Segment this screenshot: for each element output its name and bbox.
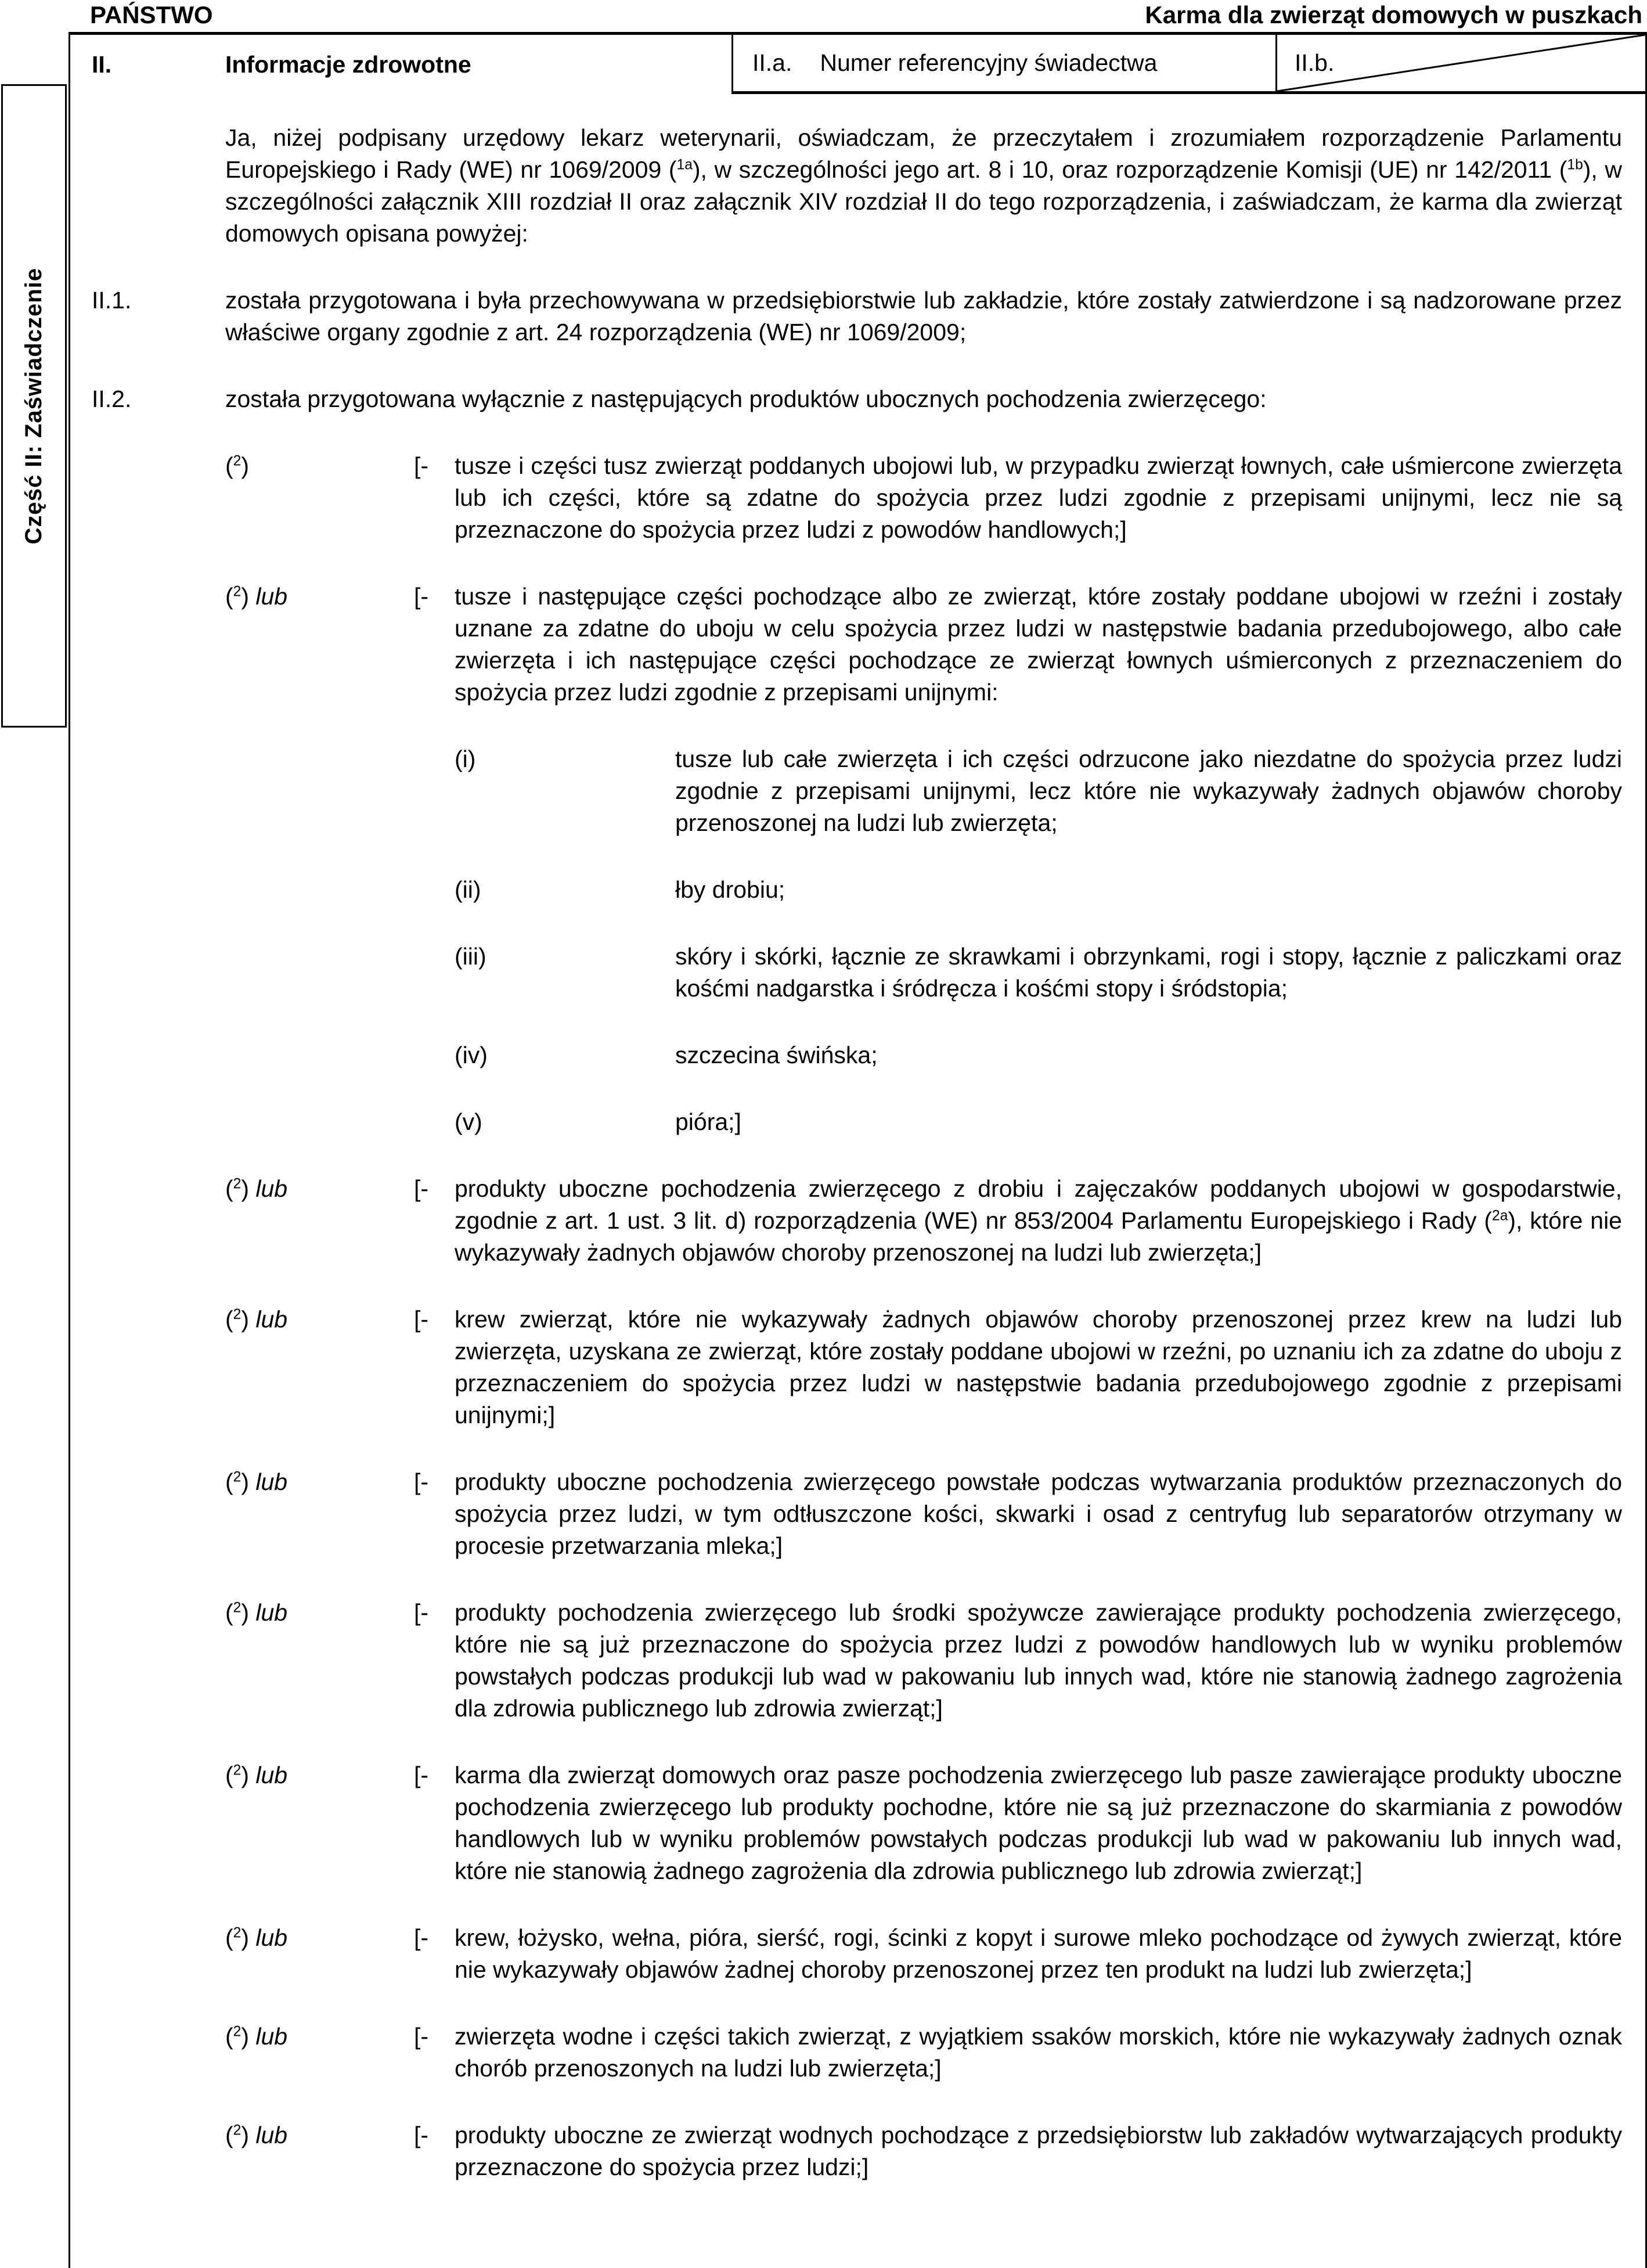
item-marker: ($^2$) — [225, 452, 256, 479]
item-text-part: karma dla zwierząt domowych oraz pasze pochodzenia zwierzęcego lub pasze zawierające produkty uboczne pochodzenia zwierzęcego lub produkty pochodne, które nie są już przeznaczone do skarmiania z powodów handlowych lub w wyniku problemów powstałych podczas produkcji lub wad w pakowaniu lub innych wad, które nie stanowią żadnego zagrożenia dla zdrowia publicznego lub zdrowia zwierząt;] — [455, 1762, 1622, 1884]
item-text-part: produkty pochodzenia zwierzęcego lub środki spożywcze zawierające produkty pochodzenia zwierzęcego, które nie są już przeznaczone do spożycia przez ludzi z powodów handlowych lub w wyniku problemów powstałych podczas produkcji lub wad w pakowaniu lub innych wad, które nie stanowią żadnego zagrożenia dla zdrowia publicznego lub zdrowia zwierząt;] — [455, 1599, 1622, 1722]
item-marker-lub: lub — [255, 1762, 288, 1788]
item-marker-lub: lub — [255, 583, 288, 610]
item-marker-lub: lub — [255, 1599, 288, 1626]
byproduct-item-10 — [92, 2119, 1622, 2183]
item-text-part: tusze i następujące części pochodzące albo ze zwierząt, które zostały poddane ubojowi w rzeźni i zostały uznane za zdatne do uboju w celu spożycia przez ludzi w następstwie badania przedubojowego, albo całe zwierzęta i ich następujące części pochodzące ze zwierząt łownych uśmierconych z przeznaczeniem do spożycia przez ludzi zgodnie z przepisami unijnymi: — [455, 583, 1622, 705]
item-marker: ($^2$) lub — [225, 583, 288, 610]
part-ii-sidebar-label: Część II: Zaświadczenie — [21, 267, 46, 545]
item-text — [455, 1466, 1622, 1562]
spacer — [92, 1173, 225, 1269]
item-marker: ($^2$) lub — [225, 1599, 288, 1626]
item-text — [455, 1173, 1622, 1269]
byproduct-item-1 — [92, 450, 1622, 546]
subitem-text: tusze lub całe zwierzęta i ich części odrzucone jako niezdatne do spożycia przez ludzi zgodnie z przepisami unijnymi, lecz które nie wykazywały żadnych objawów choroby przenoszonej na ludzi lub zwierzęta; — [675, 746, 1622, 836]
clause-text: została przygotowana i była przechowywana w przedsiębiorstwie lub zakładzie, które zostały zatwierdzone i są nadzorowane przez właściwe organy zgodnie z art. 24 rozporządzenia (WE) nr 1069/2009; — [225, 287, 1622, 345]
subitem-text: skóry i skórki, łącznie ze skrawkami i obrzynkami, rogi i stopy, łącznie z paliczkami oraz kośćmi nadgarstka i śródręcza i kośćmi stopy i śródstopia; — [675, 943, 1622, 1002]
local-reference-label: II.b. — [1295, 49, 1335, 76]
clause-text: została przygotowana wyłącznie z następujących produktów ubocznych pochodzenia zwierzęcego: — [225, 386, 1267, 412]
footnote-ref-1b: 1b — [1567, 157, 1583, 173]
section-header-table — [70, 35, 1645, 94]
item-bracket: [- — [414, 1599, 429, 1626]
byproduct-item-5 — [92, 1466, 1622, 1562]
byproduct-item-6 — [92, 1597, 1622, 1725]
footnote-ref-2: 2 — [233, 1925, 242, 1941]
subitem-marker: (iv) — [455, 1042, 488, 1068]
spacer — [92, 122, 225, 250]
item-marker: ($^2$) lub — [225, 1306, 288, 1333]
footnote-ref-1a: 1a — [676, 157, 693, 173]
item-bracket: [- — [414, 452, 429, 479]
item-marker: ($^2$) lub — [225, 2023, 288, 2050]
item-bracket: [- — [414, 2023, 429, 2050]
footnote-ref-2: 2 — [233, 453, 242, 469]
health-information-body — [70, 94, 1645, 2206]
footnote-ref-2: 2 — [233, 2122, 242, 2139]
subitem-text: łby drobiu; — [675, 876, 785, 903]
subitem-text: pióra;] — [675, 1108, 741, 1135]
spacer — [92, 874, 455, 906]
spacer — [92, 1922, 225, 1986]
intro-text-part: ), w szczególności załącznik XIII rozdział II oraz załącznik XIV rozdział II do tego rozporządzenia, i zaświadczam, że karma dla zwierząt domowych opisana powyżej: — [225, 156, 1623, 247]
section-number: II. — [92, 51, 112, 78]
subitem-iv — [92, 1039, 1622, 1071]
clause-number: II.1. — [92, 287, 132, 314]
subitem-text: szczecina świńska; — [675, 1042, 878, 1068]
item-text-part: produkty uboczne ze zwierząt wodnych pochodzące z przedsiębiorstw lub zakładów wytwarzających produkty przeznaczone do spożycia przez ludzi;] — [455, 2122, 1622, 2180]
item-bracket: [- — [414, 1468, 429, 1495]
diagonal-strike-line — [1277, 35, 1645, 91]
item-bracket: [- — [414, 1175, 429, 1202]
item-bracket: [- — [414, 1306, 429, 1333]
reference-number-title: Numer referencyjny świadectwa — [820, 49, 1158, 76]
part-ii-sidebar-tab — [1, 84, 67, 728]
item-text-part: tusze i części tusz zwierząt poddanych ubojowi lub, w przypadku zwierząt łownych, całe uśmiercone zwierzęta lub ich części, które są zdatne do spożycia przez ludzi zgodnie z przepisami unijnymi, lecz nie są przeznaczone do spożycia przez ludzi z powodów handlowych;] — [455, 452, 1622, 543]
item-marker: ($^2$) lub — [225, 1762, 288, 1788]
item-text — [455, 2119, 1622, 2183]
byproduct-item-4 — [92, 1304, 1622, 1431]
footnote-ref-2: 2 — [233, 1306, 242, 1323]
byproduct-item-8 — [92, 1922, 1622, 1986]
spacer — [92, 1304, 225, 1431]
subitem-marker: (ii) — [455, 876, 481, 903]
item-bracket: [- — [414, 1762, 429, 1788]
item-bracket: [- — [414, 583, 429, 610]
item-marker: ($^2$) lub — [225, 1468, 288, 1495]
item-text — [455, 1304, 1622, 1431]
spacer — [92, 581, 225, 708]
item-text — [455, 2021, 1622, 2085]
item-text — [455, 450, 1622, 546]
item-text-part: krew zwierząt, które nie wykazywały żadnych objawów choroby przenoszonej przez krew na ludzi lub zwierzęta, uzyskana ze zwierząt, które zostały poddane ubojowi w rzeźni, po uznaniu ich za zdatne do uboju z przeznaczeniem do spożycia przez ludzi w następstwie badania przedubojowego zgodnie z przepisami unijnymi;] — [455, 1306, 1622, 1428]
footnote-ref-2: 2 — [233, 1762, 242, 1779]
subitem-marker: (v) — [455, 1108, 482, 1135]
item-marker-lub: lub — [255, 1468, 288, 1495]
section-title: Informacje zdrowotne — [225, 51, 471, 78]
subitem-v — [92, 1106, 1622, 1138]
spacer — [92, 1466, 225, 1562]
item-text — [455, 1597, 1622, 1725]
local-reference-cell — [1275, 35, 1645, 94]
item-text-part: ), które nie wykazywały żadnych objawów choroby przenoszonej na ludzi lub zwierzęta;] — [455, 1207, 1622, 1266]
item-marker-lub: lub — [255, 1306, 288, 1333]
subitem-i — [92, 743, 1622, 839]
document-header — [0, 0, 1647, 32]
spacer — [92, 1759, 225, 1887]
item-text-part: zwierzęta wodne i części takich zwierząt, z wyjątkiem ssaków morskich, które nie wykazywały żadnych oznak chorób przenoszonych na ludzi lub zwierzęta;] — [455, 2023, 1622, 2082]
footnote-ref-2: 2 — [233, 1469, 242, 1485]
byproduct-item-2 — [92, 581, 1622, 708]
clause-number: II.2. — [92, 386, 132, 412]
item-marker: ($^2$) lub — [225, 1924, 288, 1951]
reference-number-label: II.a. — [752, 49, 792, 76]
spacer — [92, 2119, 225, 2183]
spacer — [92, 1106, 455, 1138]
item-text-part: produkty uboczne pochodzenia zwierzęcego powstałe podczas wytwarzania produktów przeznaczonych do spożycia przez ludzi, w tym odtłuszczone kości, skwarki i osad z centryfug lub separatorów otrzymany w procesie przetwarzania mleka;] — [455, 1468, 1622, 1559]
footnote-ref-2: 2 — [233, 584, 242, 600]
intro-paragraph — [92, 122, 1622, 250]
item-text — [455, 1759, 1622, 1887]
subitem-marker: (iii) — [455, 943, 486, 970]
reference-number-cell — [731, 35, 1275, 94]
spacer — [92, 1597, 225, 1725]
item-marker: ($^2$) lub — [225, 1175, 288, 1202]
subitem-ii — [92, 874, 1622, 906]
certificate-frame — [69, 32, 1647, 2268]
subitem-iii — [92, 941, 1622, 1005]
intro-text-part: ), w szczególności jego art. 8 i 10, oraz rozporządzenie Komisji (UE) nr 142/2011 ( — [692, 156, 1567, 183]
item-text — [455, 1922, 1622, 1986]
intro-text — [225, 122, 1622, 250]
item-marker-lub: lub — [255, 2122, 288, 2148]
footnote-ref-2: 2 — [233, 1176, 242, 1192]
item-text — [455, 581, 1622, 708]
spacer — [92, 941, 455, 1005]
footnote-ref-2: 2 — [233, 1600, 242, 1616]
spacer — [92, 1039, 455, 1071]
item-marker-lub: lub — [255, 1175, 288, 1202]
document-title: Karma dla zwierząt domowych w puszkach — [1145, 1, 1642, 28]
footnote-ref-2: 2 — [233, 2024, 242, 2040]
byproduct-item-3 — [92, 1173, 1622, 1269]
spacer — [92, 2021, 225, 2085]
footnote-ref-2a: 2a — [1492, 1208, 1508, 1224]
item-text-part: produkty uboczne pochodzenia zwierzęcego z drobiu i zajęczaków poddanych ubojowi w gospodarstwie, zgodnie z art. 1 ust. 3 lit. d) rozporządzenia (WE) nr 853/2004 Parlamentu Europejskiego i Rady ( — [455, 1175, 1622, 1234]
clause-II2 — [92, 383, 1622, 415]
item-bracket: [- — [414, 2122, 429, 2148]
subitem-marker: (i) — [455, 746, 476, 772]
item-marker-lub: lub — [255, 2023, 288, 2050]
country-label: PAŃSTWO — [90, 1, 213, 28]
byproduct-item-9 — [92, 2021, 1622, 2085]
byproduct-item-7 — [92, 1759, 1622, 1887]
item-marker-lub: lub — [255, 1924, 288, 1951]
spacer — [92, 743, 455, 839]
item-bracket: [- — [414, 1924, 429, 1951]
clause-II1 — [92, 285, 1622, 348]
section-title-cell — [70, 35, 731, 94]
spacer — [92, 450, 225, 546]
item-marker: ($^2$) lub — [225, 2122, 288, 2148]
intro-text-part: Ja, niżej podpisany urzędowy lekarz weterynarii, oświadczam, że przeczytałem i zrozumiałem rozporządzenie Parlamentu Europejskiego i Rady (WE) nr 1069/2009 ( — [225, 124, 1622, 183]
item-text-part: krew, łożysko, wełna, pióra, sierść, rogi, ścinki z kopyt i surowe mleko pochodzące od żywych zwierząt, które nie wykazywały objawów żadnej choroby przenoszonej przez ten produkt na ludzi lub zwierzęta;] — [455, 1924, 1622, 1983]
